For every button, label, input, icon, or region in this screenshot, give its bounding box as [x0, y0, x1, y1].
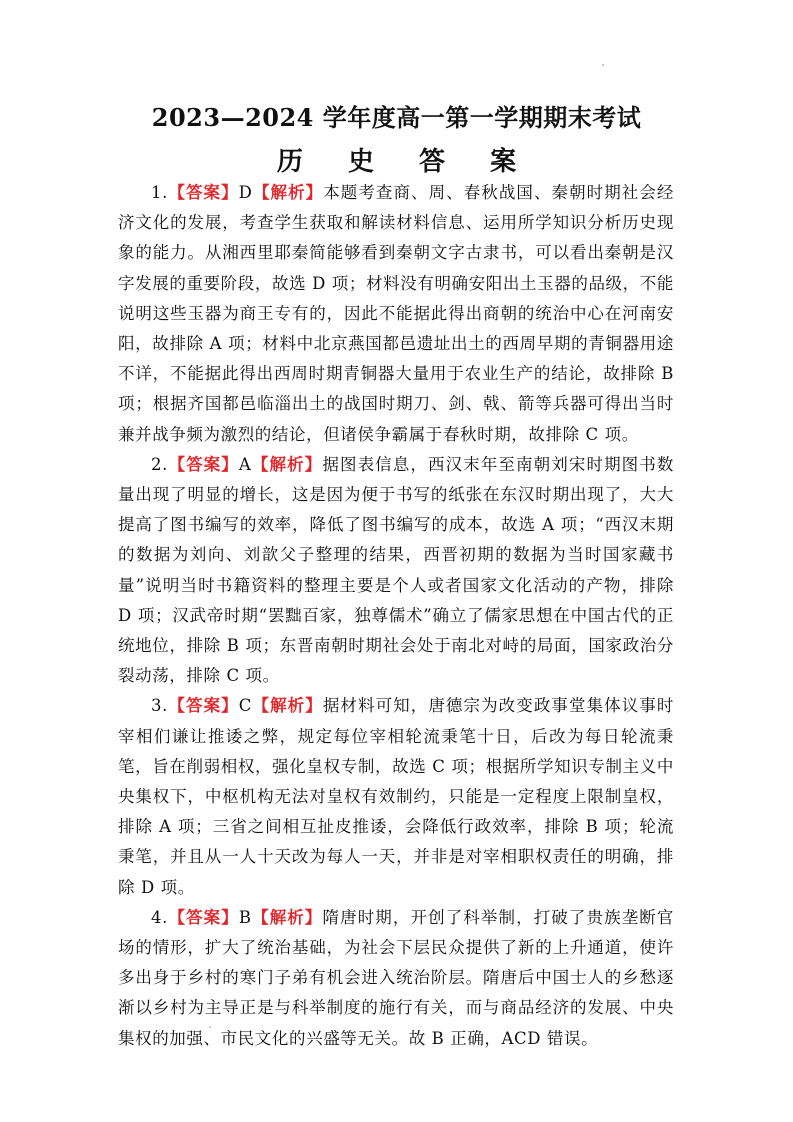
item-number: 1. — [151, 183, 168, 202]
answer-item-2 — [118, 450, 674, 692]
answer-tag: 【答案】 — [167, 183, 239, 202]
analysis-text: 据图表信息，西汉末年至南朝刘宋时期图书数量出现了明显的增长，这是因为便于书写的纸张在东汉时期出现了，大大提高了图书编写的效率，降低了图书编写的成本，故选 A 项；“西汉末期的数据为刘向、刘歆父子整理的结果，西晋初期的数据为当时国家藏书量”说明当时书籍资料的整理主要是个人或者国家文化活动的产物，排除 D 项；汉武帝时期“罢黜百家，独尊儒术”确立了儒家思想在中国古代的正统地位，排除 B 项；东晋南朝时期社会处于南北对峙的局面，国家政治分裂动荡，排除 C 项。 — [118, 454, 674, 686]
analysis-tag: 【解析】 — [251, 907, 323, 927]
answer-list — [118, 178, 674, 1054]
answer-tag: 【答案】 — [167, 696, 239, 716]
analysis-text: 本题考查商、周、春秋战国、秦朝时期社会经济文化的发展，考查学生获取和解读材料信息、运用所学知识分析历史现象的能力。从湘西里耶秦简能够看到秦朝文字古隶书，可以看出秦朝是汉字发展的重要阶段，故选 D 项；材料没有明确安阳出土玉器的品级，不能说明这些玉器为商王专有的，因此不能据此得出商朝的统治中心在河南安阳，故排除 A 项；材料中北京燕国都邑遗址出土的西周早期的青铜器用途不详，不能据此得出西周时期青铜器大量用于农业生产的结论，故排除 B 项；根据齐国都邑临淄出土的战国时期刀、剑、戟、箭等兵器可得出当时兼并战争频为激烈的结论，但诸侯争霸属于春秋时期，故排除 C 项。 — [118, 183, 675, 444]
item-number: 4. — [151, 907, 168, 927]
analysis-tag: 【解析】 — [251, 454, 323, 474]
answer-letter: C — [238, 696, 253, 716]
analysis-text: 隋唐时期，开创了科举制，打破了贵族垄断官场的情形，扩大了统治基础，为社会下层民众提供了新的上升通道，使许多出身于乡村的寒门子弟有机会进入统治阶层。隋唐后中国士人的乡愁逐渐以乡村为主导正是与科举制度的施行有关，而与商品经济的发展、中央集权的加强、市民文化的兴盛等无关。故 B 正确，ACD 错误。 — [118, 907, 674, 1048]
analysis-text: 据材料可知，唐德宗为改变政事堂集体议事时宰相们谦让推诿之弊，规定每位宰相轮流秉笔十日，后改为每日轮流秉笔，旨在削弱相权，强化皇权专制，故选 C 项；根据所学知识专制主义中央集权下，中枢机构无法对皇权有效制约，只能是一定程度上限制皇权，排除 A 项；三省之间相互扯皮推诿，会降低行政效率，排除 B 项；轮流秉笔，并且从一人十天改为每人一天，并非是对宰相职权责任的明确，排除 D 项。 — [118, 696, 675, 897]
answer-item-3 — [118, 691, 674, 902]
document-title: 2023—2024 学年度高一第一学期期末考试 — [151, 103, 642, 132]
scan-speck — [602, 64, 604, 66]
item-number: 3. — [151, 696, 168, 716]
answer-letter: D — [238, 183, 253, 202]
answer-item-1 — [118, 178, 674, 450]
answer-tag: 【答案】 — [167, 454, 239, 474]
analysis-tag: 【解析】 — [252, 183, 324, 202]
answer-tag: 【答案】 — [167, 907, 239, 927]
answer-letter: B — [238, 907, 252, 927]
analysis-tag: 【解析】 — [252, 696, 323, 716]
item-number: 2. — [151, 454, 168, 474]
document-subtitle: 历 史 答 案 — [276, 147, 535, 177]
answer-letter: A — [238, 454, 252, 474]
answer-item-4 — [118, 903, 674, 1054]
